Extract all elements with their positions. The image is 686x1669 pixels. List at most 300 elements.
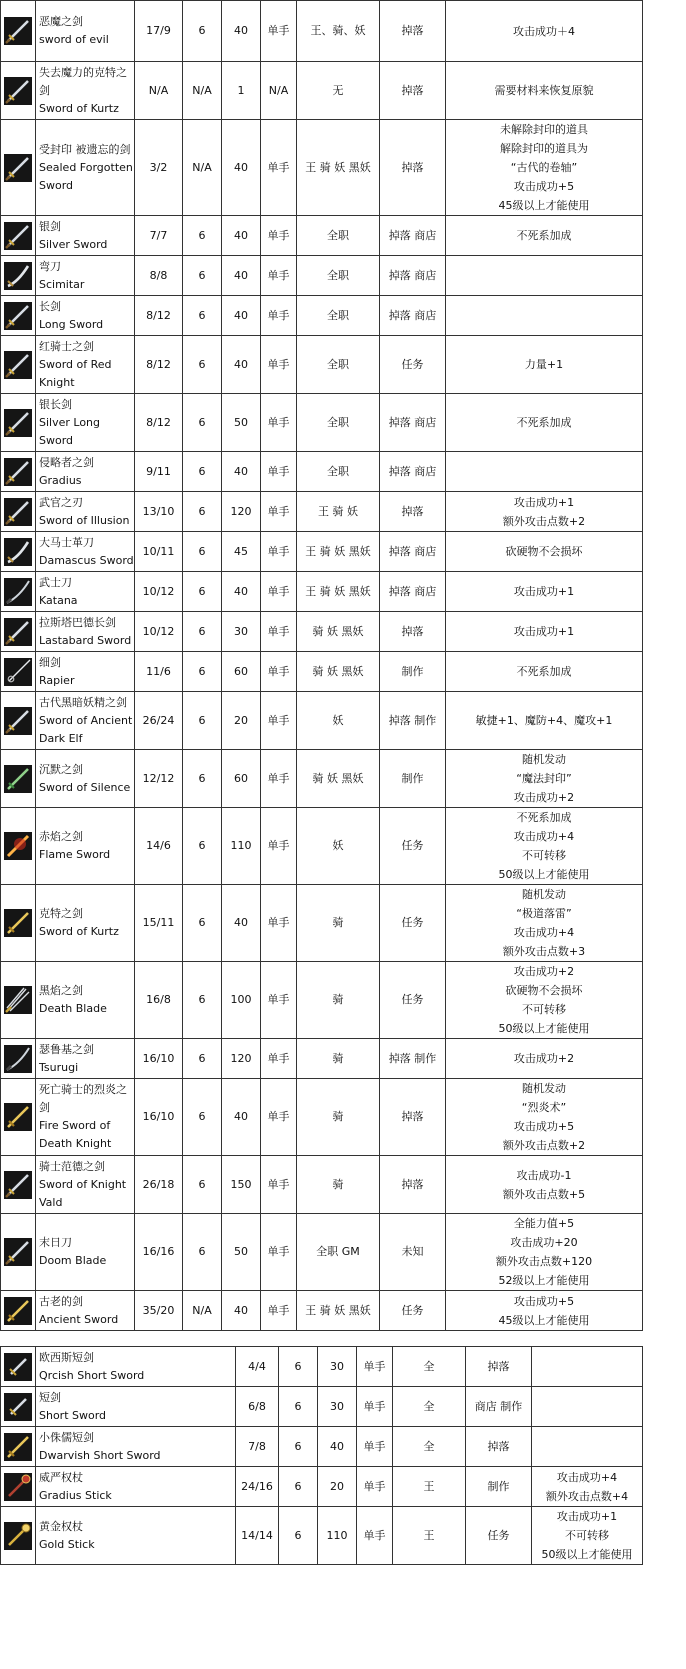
notes-cell <box>532 1387 643 1427</box>
damage-cell: N/A <box>135 62 183 120</box>
icon-cell <box>1 1039 36 1079</box>
name-line: 红骑士之剑 <box>39 339 94 353</box>
damage-cell: 15/11 <box>135 885 183 962</box>
item-name <box>36 1 135 62</box>
class-cell: 王 骑 妖 黑妖 <box>297 572 380 612</box>
note-line: 45级以上才能使用 <box>498 199 590 212</box>
name-line: Ancient Sword <box>39 1312 119 1326</box>
source-cell: 掉落 制作 <box>380 1039 446 1079</box>
name-line: 威严权杖 <box>39 1470 83 1484</box>
hand-cell: 单手 <box>261 1039 297 1079</box>
source-cell: 掉落 <box>466 1427 532 1467</box>
table-row <box>1 962 643 1039</box>
name-line: Damascus Sword <box>39 553 134 567</box>
short-icon <box>4 1393 32 1421</box>
icon-cell <box>1 885 36 962</box>
hand-cell: 单手 <box>261 1079 297 1156</box>
value-cell: 40 <box>318 1427 357 1467</box>
name-line: 大马士革刀 <box>39 535 94 549</box>
source-cell: 任务 <box>380 885 446 962</box>
table-row <box>1 1214 643 1291</box>
name-line: 古代黑暗妖精之剑 <box>39 695 127 709</box>
note-line: 额外攻击点数+2 <box>502 1139 586 1152</box>
class-cell: 王 骑 妖 黑妖 <box>297 120 380 216</box>
notes-cell <box>446 394 643 452</box>
hand-cell: 单手 <box>261 532 297 572</box>
icon-cell <box>1 336 36 394</box>
item-name <box>36 692 135 750</box>
note-line: “古代的卷轴” <box>510 161 578 174</box>
table-row <box>1 1347 643 1387</box>
note-line: 力量+1 <box>524 358 564 371</box>
notes-cell <box>446 216 643 256</box>
name-line: Death Blade <box>39 1002 107 1015</box>
note-line: 攻击成功+20 <box>510 1236 578 1249</box>
icon-cell <box>1 612 36 652</box>
damage-cell: 26/18 <box>135 1156 183 1214</box>
hand-cell: 单手 <box>261 296 297 336</box>
damage-cell: 8/12 <box>135 336 183 394</box>
table-row <box>1 452 643 492</box>
class-cell: 骑 <box>297 1156 380 1214</box>
icon-cell <box>1 572 36 612</box>
value-cell: 110 <box>222 808 261 885</box>
note-line: 额外攻击点数+3 <box>502 945 586 958</box>
table-row <box>1 692 643 750</box>
table-row <box>1 256 643 296</box>
icon-cell <box>1 1467 36 1507</box>
notes-cell <box>446 808 643 885</box>
name-line: 死亡骑士的烈炎之 <box>39 1083 127 1096</box>
item-name <box>36 216 135 256</box>
table-row <box>1 62 643 120</box>
value-cell: 40 <box>222 885 261 962</box>
item-name <box>36 612 135 652</box>
scimitar-icon <box>4 262 32 290</box>
icon-cell <box>1 394 36 452</box>
name-line: 银剑 <box>39 219 61 233</box>
source-cell: 任务 <box>380 1291 446 1331</box>
icon-cell <box>1 1427 36 1467</box>
name-line: Lastabard Sword <box>39 633 132 647</box>
note-line: 攻击成功+1 <box>513 585 575 598</box>
hand-cell: 单手 <box>261 750 297 808</box>
name-line: Rapier <box>39 673 75 687</box>
value-cell: 40 <box>222 120 261 216</box>
value-cell: 6 <box>183 692 222 750</box>
note-line: 未解除封印的道具 <box>500 123 588 136</box>
sword-icon <box>4 222 32 250</box>
source-cell: 制作 <box>466 1467 532 1507</box>
note-line: 不可转移 <box>522 849 566 862</box>
name-line: Short Sword <box>39 1408 107 1422</box>
icon-cell <box>1 256 36 296</box>
notes-cell <box>532 1467 643 1507</box>
sword-icon <box>4 1238 32 1266</box>
class-cell: 王 骑 妖 黑妖 <box>297 532 380 572</box>
name-line: 弯刀 <box>39 259 61 273</box>
value-cell: 6 <box>183 216 222 256</box>
name-line: Gradius <box>39 473 82 487</box>
hand-cell: 单手 <box>261 572 297 612</box>
name-line: 黑焰之剑 <box>39 984 83 997</box>
class-cell: 全职 <box>297 452 380 492</box>
note-line: 攻击成功＋4 <box>513 24 575 38</box>
table-row <box>1 1156 643 1214</box>
sword-icon <box>4 498 32 526</box>
name-line: Sword of Illusion <box>39 513 130 527</box>
name-line: Long Sword <box>39 317 104 331</box>
damage-cell: 16/16 <box>135 1214 183 1291</box>
name-line: Gradius Stick <box>39 1488 112 1502</box>
source-cell: 掉落 商店 <box>380 256 446 296</box>
item-name <box>36 336 135 394</box>
notes-cell <box>446 652 643 692</box>
class-cell: 无 <box>297 62 380 120</box>
damage-cell: 10/12 <box>135 612 183 652</box>
damage-cell: 7/8 <box>236 1427 279 1467</box>
note-line: 攻击成功+1 <box>513 625 575 638</box>
value-cell: 6 <box>183 1039 222 1079</box>
value-cell: 6 <box>183 885 222 962</box>
notes-cell <box>446 750 643 808</box>
notes-cell <box>446 336 643 394</box>
value-cell: 6 <box>183 296 222 336</box>
source-cell: 掉落 商店 <box>380 216 446 256</box>
note-line: 不死系加成 <box>516 416 572 429</box>
table-row <box>1 750 643 808</box>
gold-icon <box>4 909 32 937</box>
name-line: 武士刀 <box>39 575 72 589</box>
hand-cell: 单手 <box>261 692 297 750</box>
value-cell: 6 <box>183 612 222 652</box>
note-line: 攻击成功+1 <box>556 1510 618 1523</box>
source-cell: 掉落 <box>380 1 446 62</box>
name-line: Knight <box>39 375 75 389</box>
notes-cell <box>446 612 643 652</box>
name-line: Death Knight <box>39 1137 112 1150</box>
class-cell: 骑 妖 黑妖 <box>297 750 380 808</box>
name-line: 小侏儒短剑 <box>39 1430 94 1444</box>
note-line: 攻击成功+4 <box>513 926 575 939</box>
name-line: 恶魔之剑 <box>39 15 83 28</box>
table-row <box>1 885 643 962</box>
source-cell: 掉落 商店 <box>380 394 446 452</box>
note-line: 不可转移 <box>522 1003 566 1016</box>
value-cell: 100 <box>222 962 261 1039</box>
note-line: 随机发动 <box>522 1082 566 1095</box>
hand-cell: 单手 <box>261 1291 297 1331</box>
source-cell: 掉落 <box>380 62 446 120</box>
table-row <box>1 296 643 336</box>
name-line: sword of evil <box>39 33 109 46</box>
item-name <box>36 1467 236 1507</box>
damage-cell: 8/12 <box>135 394 183 452</box>
damage-cell: 8/12 <box>135 296 183 336</box>
hand-cell: 单手 <box>261 120 297 216</box>
icon-cell <box>1 652 36 692</box>
note-line: 52级以上才能使用 <box>498 1274 590 1287</box>
class-cell: 王、骑、妖 <box>297 1 380 62</box>
item-name <box>36 120 135 216</box>
value-cell: 6 <box>183 750 222 808</box>
notes-cell <box>446 962 643 1039</box>
item-name <box>36 962 135 1039</box>
value-cell: 40 <box>222 452 261 492</box>
note-line: 需要材料来恢复原貌 <box>494 84 594 97</box>
value-cell: 120 <box>222 492 261 532</box>
item-name <box>36 394 135 452</box>
item-name <box>36 1156 135 1214</box>
notes-cell <box>446 692 643 750</box>
note-line: 不死系加成 <box>516 665 572 678</box>
value-cell: 6 <box>183 336 222 394</box>
class-cell: 全 <box>393 1347 466 1387</box>
source-cell: 掉落 商店 <box>380 296 446 336</box>
value-cell: 30 <box>318 1347 357 1387</box>
notes-cell <box>532 1427 643 1467</box>
item-name <box>36 1291 135 1331</box>
name-line: Sword <box>39 433 74 447</box>
notes-cell <box>446 1214 643 1291</box>
item-name <box>36 452 135 492</box>
source-cell: 未知 <box>380 1214 446 1291</box>
class-cell: 王 <box>393 1467 466 1507</box>
damage-cell: 17/9 <box>135 1 183 62</box>
class-cell: 骑 <box>297 962 380 1039</box>
table-row <box>1 1039 643 1079</box>
name-line: Sword of Kurtz <box>39 925 119 938</box>
note-line: 攻击成功+5 <box>513 1120 575 1133</box>
notes-cell <box>446 452 643 492</box>
name-line: 武官之刃 <box>39 495 83 509</box>
class-cell: 王 <box>393 1507 466 1565</box>
class-cell: 王 骑 妖 <box>297 492 380 532</box>
class-cell: 全职 GM <box>297 1214 380 1291</box>
damage-cell: 35/20 <box>135 1291 183 1331</box>
icon-cell <box>1 452 36 492</box>
damage-cell: 13/10 <box>135 492 183 532</box>
hand-cell: 单手 <box>261 1156 297 1214</box>
value-cell: 6 <box>183 1 222 62</box>
note-line: 砍硬物不会损坏 <box>505 545 583 558</box>
note-line: 50级以上才能使用 <box>541 1548 633 1561</box>
item-name <box>36 492 135 532</box>
class-cell: 骑 <box>297 885 380 962</box>
table-row <box>1 1079 643 1156</box>
sword-icon <box>4 302 32 330</box>
damage-cell: 11/6 <box>135 652 183 692</box>
note-line: 攻击成功+5 <box>513 1294 575 1308</box>
hand-cell: 单手 <box>261 256 297 296</box>
name-line: 银长剑 <box>39 397 72 411</box>
source-cell: 掉落 <box>380 1079 446 1156</box>
hand-cell: 单手 <box>261 1214 297 1291</box>
hand-cell: 单手 <box>261 612 297 652</box>
table-row <box>1 1427 643 1467</box>
value-cell: 110 <box>318 1507 357 1565</box>
name-line: 骑士范德之剑 <box>39 1159 105 1173</box>
name-line: 欧西斯短剑 <box>39 1350 94 1364</box>
table-row <box>1 1507 643 1565</box>
class-cell: 妖 <box>297 692 380 750</box>
name-line: 失去魔力的克特之 <box>39 65 127 79</box>
sword-icon <box>4 77 32 105</box>
name-line: Dwarvish Short Sword <box>39 1448 161 1462</box>
damage-cell: 3/2 <box>135 120 183 216</box>
icon-cell <box>1 532 36 572</box>
class-cell: 全 <box>393 1427 466 1467</box>
table-row <box>1 336 643 394</box>
value-cell: N/A <box>183 1291 222 1331</box>
notes-cell <box>446 1291 643 1331</box>
icon-cell <box>1 1347 36 1387</box>
name-line: 沉默之剑 <box>39 762 83 776</box>
name-line: Silver Long <box>39 415 101 429</box>
damage-cell: 16/8 <box>135 962 183 1039</box>
damage-cell: 16/10 <box>135 1079 183 1156</box>
value-cell: 30 <box>222 612 261 652</box>
note-line: 攻击成功+4 <box>556 1470 618 1484</box>
note-line: 攻击成功-1 <box>516 1168 572 1182</box>
damage-cell: 7/7 <box>135 216 183 256</box>
value-cell: 40 <box>222 1291 261 1331</box>
value-cell: 40 <box>222 1079 261 1156</box>
note-line: “极道落雷” <box>516 907 572 920</box>
name-line: 长剑 <box>39 299 61 313</box>
icon-cell <box>1 1214 36 1291</box>
sword-icon <box>4 618 32 646</box>
short-weapon-table <box>0 1346 643 1565</box>
green-icon <box>4 765 32 793</box>
name-line: Sword of Red <box>39 357 112 371</box>
short-icon <box>4 1353 32 1381</box>
hand-cell: 单手 <box>261 808 297 885</box>
note-line: 不死系加成 <box>516 811 572 824</box>
note-line: 随机发动 <box>522 888 566 901</box>
item-name <box>36 1347 236 1387</box>
item-name <box>36 1387 236 1427</box>
value-cell: 6 <box>183 1214 222 1291</box>
damage-cell: 12/12 <box>135 750 183 808</box>
gold-icon <box>4 1103 32 1131</box>
item-name <box>36 885 135 962</box>
name-line: 细剑 <box>39 655 61 669</box>
value-cell: N/A <box>183 62 222 120</box>
name-line: 剑 <box>39 83 50 97</box>
name-line: Katana <box>39 593 78 607</box>
name-line: Qrcish Short Sword <box>39 1368 145 1382</box>
name-line: 侵略者之剑 <box>39 455 94 469</box>
value-cell: 1 <box>222 62 261 120</box>
icon-cell <box>1 962 36 1039</box>
hand-cell: 单手 <box>261 216 297 256</box>
damage-cell: 10/12 <box>135 572 183 612</box>
value-cell: 6 <box>183 962 222 1039</box>
damage-cell: 24/16 <box>236 1467 279 1507</box>
value-cell: 6 <box>183 652 222 692</box>
blade-icon <box>4 986 32 1014</box>
value-cell: 6 <box>183 572 222 612</box>
source-cell: 任务 <box>466 1507 532 1565</box>
class-cell: 妖 <box>297 808 380 885</box>
table-row <box>1 652 643 692</box>
item-name <box>36 1507 236 1565</box>
hand-cell: 单手 <box>261 1 297 62</box>
icon-cell <box>1 216 36 256</box>
icon-cell <box>1 808 36 885</box>
class-cell: 王 骑 妖 黑妖 <box>297 1291 380 1331</box>
value-cell: 6 <box>183 808 222 885</box>
sword-icon <box>4 707 32 735</box>
note-line: 额外攻击点数+4 <box>545 1489 629 1503</box>
scimitar-icon <box>4 538 32 566</box>
gold-icon <box>4 1433 32 1461</box>
sword-icon <box>4 409 32 437</box>
notes-cell <box>532 1347 643 1387</box>
class-cell: 骑 妖 黑妖 <box>297 652 380 692</box>
source-cell: 任务 <box>380 808 446 885</box>
flame-icon <box>4 832 32 860</box>
notes-cell <box>446 1 643 62</box>
stick-gold-icon <box>4 1522 32 1550</box>
icon-cell <box>1 1079 36 1156</box>
note-line: 砍硬物不会损坏 <box>505 984 583 997</box>
icon-cell <box>1 492 36 532</box>
value-cell: 6 <box>279 1427 318 1467</box>
damage-cell: 26/24 <box>135 692 183 750</box>
name-line: 剑 <box>39 1101 50 1114</box>
hand-cell: 单手 <box>357 1427 393 1467</box>
notes-cell <box>446 1156 643 1214</box>
value-cell: 6 <box>183 452 222 492</box>
icon-cell <box>1 1 36 62</box>
katana-icon <box>4 578 32 606</box>
notes-cell <box>532 1507 643 1565</box>
value-cell: 50 <box>222 1214 261 1291</box>
value-cell: 6 <box>279 1347 318 1387</box>
notes-cell <box>446 1079 643 1156</box>
note-line: 敏捷+1、魔防+4、魔攻+1 <box>475 714 613 727</box>
name-line: 末日刀 <box>39 1236 72 1249</box>
notes-cell <box>446 62 643 120</box>
name-line: 赤焰之剑 <box>39 830 83 843</box>
note-line: 全能力值+5 <box>513 1217 575 1230</box>
name-line: Silver Sword <box>39 237 108 251</box>
name-line: Gold Stick <box>39 1537 95 1551</box>
table-row <box>1 532 643 572</box>
table-row <box>1 572 643 612</box>
source-cell: 任务 <box>380 336 446 394</box>
icon-cell <box>1 1507 36 1565</box>
value-cell: 40 <box>222 336 261 394</box>
name-line: Vald <box>39 1195 63 1209</box>
icon-cell <box>1 120 36 216</box>
name-line: Sword of Knight <box>39 1177 127 1191</box>
notes-cell <box>446 296 643 336</box>
hand-cell: 单手 <box>357 1387 393 1427</box>
item-name <box>36 1214 135 1291</box>
value-cell: 40 <box>222 1 261 62</box>
source-cell: 掉落 商店 <box>380 532 446 572</box>
note-line: 攻击成功+2 <box>513 791 575 804</box>
icon-cell <box>1 1291 36 1331</box>
hand-cell: N/A <box>261 62 297 120</box>
item-name <box>36 1427 236 1467</box>
notes-cell <box>446 885 643 962</box>
damage-cell: 9/11 <box>135 452 183 492</box>
damage-cell: 14/14 <box>236 1507 279 1565</box>
